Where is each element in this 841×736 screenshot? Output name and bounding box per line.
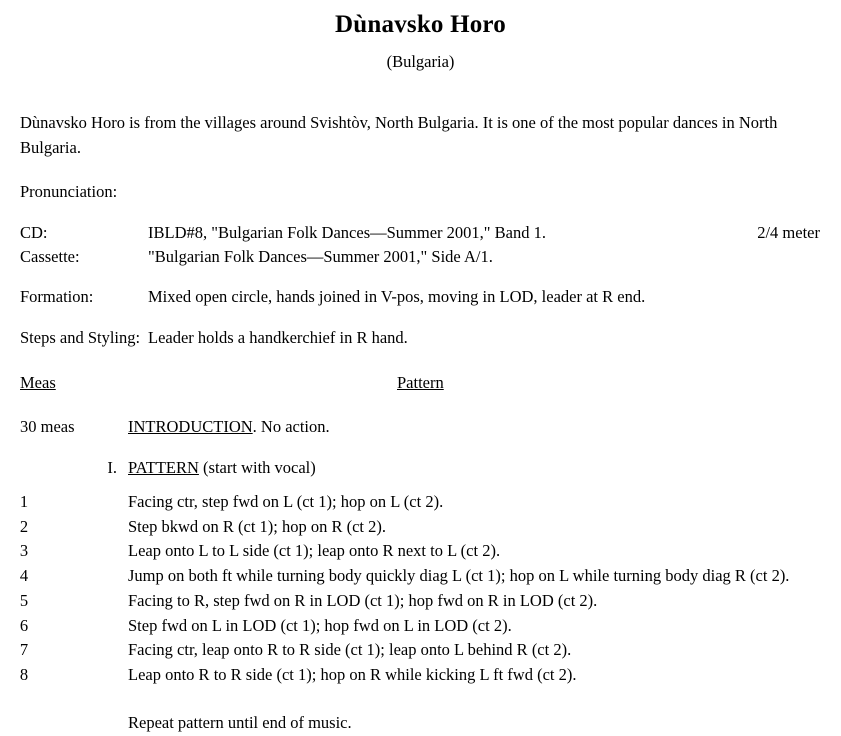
step-meas: 5 <box>19 590 29 610</box>
pattern-body <box>0 415 841 735</box>
columns-header <box>0 371 841 393</box>
meter-value: 2/4 meter <box>757 222 820 242</box>
step-text: Jump on both ft while turning body quickly diag L (ct 1); hop on L while turning body diag R (ct 2). <box>128 566 790 586</box>
step-text: Leap onto R to R side (ct 1); hop on R while kicking L ft fwd (ct 2). <box>128 665 577 685</box>
step-text: Facing to R, step fwd on R in LOD (ct 1); hop fwd on R in LOD (ct 2). <box>128 590 598 610</box>
metadata-row-cd <box>20 221 841 245</box>
step-row <box>0 638 841 663</box>
steps-and-styling-value: Leader holds a handkerchief in R hand. <box>148 328 408 348</box>
metadata-row-cassette <box>20 245 841 269</box>
metadata-row-steps-and-styling <box>20 326 841 350</box>
step-meas: 1 <box>19 491 29 511</box>
step-text: Step fwd on L in LOD (ct 1); hop fwd on L in LOD (ct 2). <box>128 615 512 635</box>
cd-value: IBLD#8, "Bulgarian Folk Dances—Summer 2001," Band 1. <box>148 222 546 242</box>
pattern-section-numeral: I. <box>107 458 117 478</box>
step-row <box>0 539 841 564</box>
metadata-block <box>0 221 841 351</box>
step-text: Facing ctr, leap onto R to R side (ct 1); leap onto L behind R (ct 2). <box>128 640 572 660</box>
step-meas: 2 <box>19 516 29 536</box>
step-text: Facing ctr, step fwd on L (ct 1); hop on L (ct 2). <box>128 491 444 511</box>
pattern-section-detail: (start with vocal) <box>198 458 316 478</box>
step-row <box>0 614 841 639</box>
column-header-meas: Meas <box>20 373 56 393</box>
step-row <box>0 663 841 688</box>
step-text: Leap onto L to L side (ct 1); leap onto R next to L (ct 2). <box>128 541 501 561</box>
step-meas: 6 <box>19 615 29 635</box>
closing-row <box>0 711 841 736</box>
page-title: Dùnavsko Horo <box>335 11 506 38</box>
cd-label: CD: <box>20 222 48 242</box>
pronunciation-label: Pronunciation: <box>20 181 118 201</box>
step-meas: 7 <box>19 640 29 660</box>
formation-value: Mixed open circle, hands joined in V-pos, moving in LOD, leader at R end. <box>148 287 646 307</box>
step-row <box>0 490 841 515</box>
metadata-row-formation <box>20 285 841 309</box>
step-row <box>0 515 841 540</box>
introduction-meas: 30 meas <box>20 417 75 437</box>
formation-label: Formation: <box>20 287 94 307</box>
step-meas: 3 <box>19 541 29 561</box>
step-row <box>0 589 841 614</box>
pattern-section-text <box>128 456 841 481</box>
introduction-text <box>128 415 841 440</box>
cassette-value: "Bulgarian Folk Dances—Summer 2001," Side A/1. <box>148 246 493 266</box>
page-subtitle: (Bulgaria) <box>386 51 455 71</box>
column-header-pattern: Pattern <box>397 373 444 393</box>
pattern-section-heading: PATTERN <box>128 458 199 478</box>
cassette-label: Cassette: <box>20 246 80 266</box>
step-meas: 8 <box>19 665 29 685</box>
step-meas: 4 <box>19 566 29 586</box>
pattern-section-row <box>0 456 841 481</box>
step-row <box>0 564 841 589</box>
introduction-heading: INTRODUCTION <box>128 417 253 437</box>
introduction-row <box>0 415 841 440</box>
steps-and-styling-label: Steps and Styling: <box>20 328 141 348</box>
introduction-detail: . No action. <box>252 417 330 437</box>
step-text: Step bkwd on R (ct 1); hop on R (ct 2). <box>128 516 387 536</box>
intro-paragraph: Dùnavsko Horo is from the villages around Svishtòv, North Bulgaria. It is one of the most popular dances in North Bulgaria. <box>20 112 778 157</box>
closing-text: Repeat pattern until end of music. <box>128 712 352 732</box>
